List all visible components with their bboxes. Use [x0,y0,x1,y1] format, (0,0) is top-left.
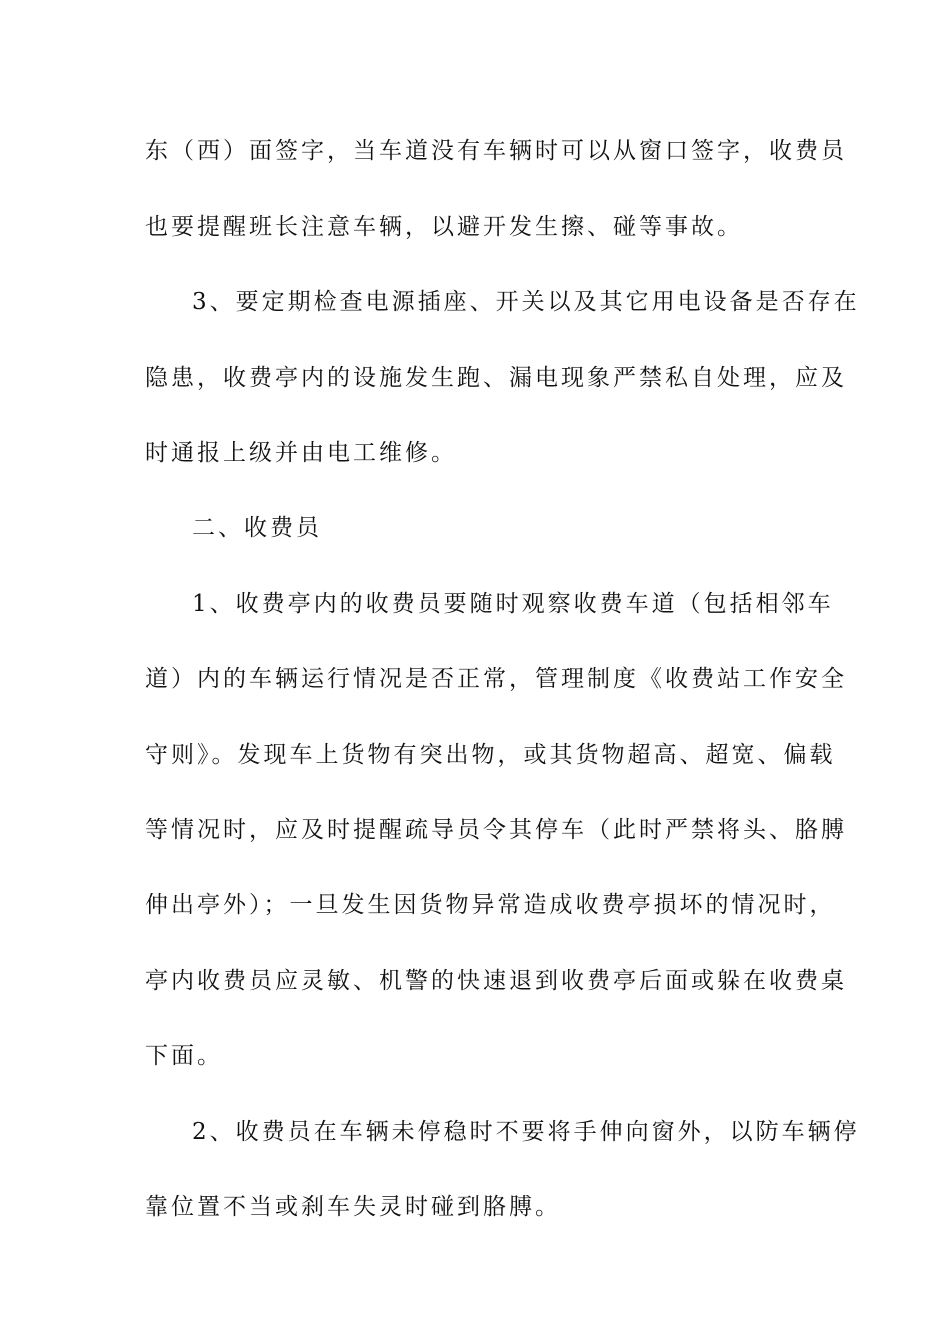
section-heading: 二、收费员 [192,515,322,541]
text-line: 等情况时，应及时提醒疏导员令其停车（此时严禁将头、胳膊 [145,817,847,843]
text-line: 隐患，收费亭内的设施发生跑、漏电现象严禁私自处理，应及 [145,365,847,391]
text-line: 伸出亭外）；一旦发生因货物异常造成收费亭损坏的情况时， [145,892,836,918]
text-line: 靠位置不当或刹车失灵时碰到胳膊。 [145,1194,561,1220]
text-line: 道）内的车辆运行情况是否正常，管理制度《收费站工作安全 [145,666,847,692]
text-line: 下面。 [145,1043,223,1069]
text-line: 也要提醒班长注意车辆，以避开发生擦、碰等事故。 [145,214,743,240]
text-line: 东（西）面签字，当车道没有车辆时可以从窗口签字，收费员 [145,138,847,164]
text-line: 守则》。发现车上货物有突出物，或其货物超高、超宽、偏载 [145,742,836,768]
paragraph-start-line: 3、要定期检查电源插座、开关以及其它用电设备是否存在 [192,289,860,315]
text-line: 时通报上级并由电工维修。 [145,440,457,466]
paragraph-start-line: 1、收费亭内的收费员要随时观察收费车道（包括相邻车 [192,591,834,617]
text-line: 亭内收费员应灵敏、机警的快速退到收费亭后面或躲在收费桌 [145,968,847,994]
paragraph-start-line: 2、收费员在车辆未停稳时不要将手伸向窗外，以防车辆停 [192,1119,860,1145]
